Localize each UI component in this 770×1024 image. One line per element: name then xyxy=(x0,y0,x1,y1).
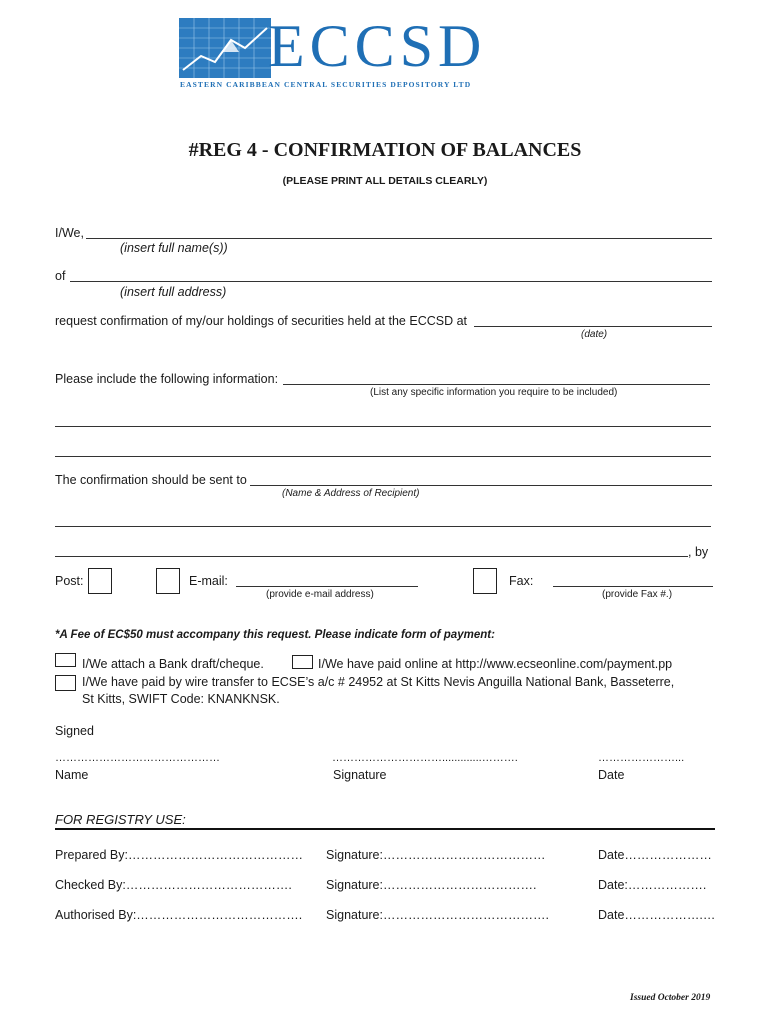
logo-full-name: EASTERN CARIBBEAN CENTRAL SECURITIES DEPOSITORY LTD xyxy=(180,80,472,89)
page-title: #REG 4 - CONFIRMATION OF BALANCES xyxy=(188,139,582,161)
authorised-by-field[interactable]: Authorised By:…………………………………. xyxy=(55,908,303,922)
name-caption: Name xyxy=(55,768,89,782)
authorised-signature-field[interactable]: Signature:…………………………………. xyxy=(326,908,549,922)
date-hint: (date) xyxy=(581,329,608,340)
recipient-input-line-2[interactable] xyxy=(55,526,711,527)
wire-transfer-option: I/We have paid by wire transfer to ECSE’s a/c # 24952 at St Kitts Nevis Anguilla National Bank, Basseterre, xyxy=(82,675,675,689)
recipient-hint: (Name & Address of Recipient) xyxy=(282,488,420,499)
authorised-date-field[interactable]: Date……………….… xyxy=(598,908,716,922)
bank-draft-option: I/We attach a Bank draft/cheque. xyxy=(82,657,264,671)
include-label: Please include the following information: xyxy=(55,372,279,386)
email-checkbox[interactable] xyxy=(156,568,180,594)
date-dots[interactable]: …………………... xyxy=(598,752,685,764)
name-hint: (insert full name(s)) xyxy=(120,241,228,255)
prepared-date-field[interactable]: Date………………… xyxy=(598,848,712,862)
signed-label: Signed xyxy=(55,724,94,738)
info-input-line[interactable] xyxy=(283,384,710,385)
name-input-line[interactable] xyxy=(86,238,712,239)
issued-date: Issued October 2019 xyxy=(630,993,711,1003)
fax-checkbox[interactable] xyxy=(473,568,497,594)
page-subtitle: (PLEASE PRINT ALL DETAILS CLEARLY) xyxy=(282,175,488,187)
fee-note: *A Fee of EC$50 must accompany this request. Please indicate form of payment: xyxy=(55,629,495,641)
online-payment-option: I/We have paid online at http://www.ecseonline.com/payment.pp xyxy=(318,657,673,671)
date-input-line[interactable] xyxy=(474,326,712,327)
address-input-line[interactable] xyxy=(70,281,712,282)
request-text: request confirmation of my/our holdings of securities held at the ECCSD at xyxy=(55,314,468,328)
post-checkbox[interactable] xyxy=(88,568,112,594)
of-label: of xyxy=(55,269,66,283)
iwe-label: I/We, xyxy=(55,226,84,240)
wire-transfer-option-cont: St Kitts, SWIFT Code: KNANKNSK. xyxy=(82,692,280,706)
email-input-line[interactable] xyxy=(236,586,418,587)
name-dots[interactable]: ……………………………………… xyxy=(55,752,220,764)
info-input-line-2[interactable] xyxy=(55,426,711,427)
logo-graphic xyxy=(179,18,271,78)
checked-date-field[interactable]: Date:………………. xyxy=(598,878,707,892)
include-hint: (List any specific information you require to be included) xyxy=(370,387,618,398)
fax-label: Fax: xyxy=(509,574,534,588)
logo-acronym: ECCSD xyxy=(268,13,487,79)
address-hint: (insert full address) xyxy=(120,285,227,299)
sent-to-label: The confirmation should be sent to xyxy=(55,473,247,487)
checked-signature-field[interactable]: Signature:………………………………. xyxy=(326,878,537,892)
bank-draft-checkbox[interactable] xyxy=(55,653,76,667)
fax-input-line[interactable] xyxy=(553,586,713,587)
registry-heading: FOR REGISTRY USE: xyxy=(55,812,186,827)
info-input-line-3[interactable] xyxy=(55,456,711,457)
by-text: , by xyxy=(688,545,709,559)
recipient-input-line-3[interactable] xyxy=(55,556,688,557)
recipient-input-line[interactable] xyxy=(250,485,712,486)
signature-caption: Signature xyxy=(333,768,387,782)
prepared-by-field[interactable]: Prepared By:…………………………………… xyxy=(55,848,303,862)
date-caption: Date xyxy=(598,768,625,782)
email-label: E-mail: xyxy=(189,574,228,588)
signature-dots[interactable]: ………………………….............………. xyxy=(332,752,518,764)
post-label: Post: xyxy=(55,574,84,588)
checked-by-field[interactable]: Checked By:…………………………………. xyxy=(55,878,292,892)
wire-transfer-checkbox[interactable] xyxy=(55,675,76,691)
email-hint: (provide e-mail address) xyxy=(266,589,374,600)
prepared-signature-field[interactable]: Signature:………………………………… xyxy=(326,848,546,862)
registry-divider xyxy=(55,828,715,830)
fax-hint: (provide Fax #.) xyxy=(602,589,673,600)
online-payment-checkbox[interactable] xyxy=(292,655,313,669)
